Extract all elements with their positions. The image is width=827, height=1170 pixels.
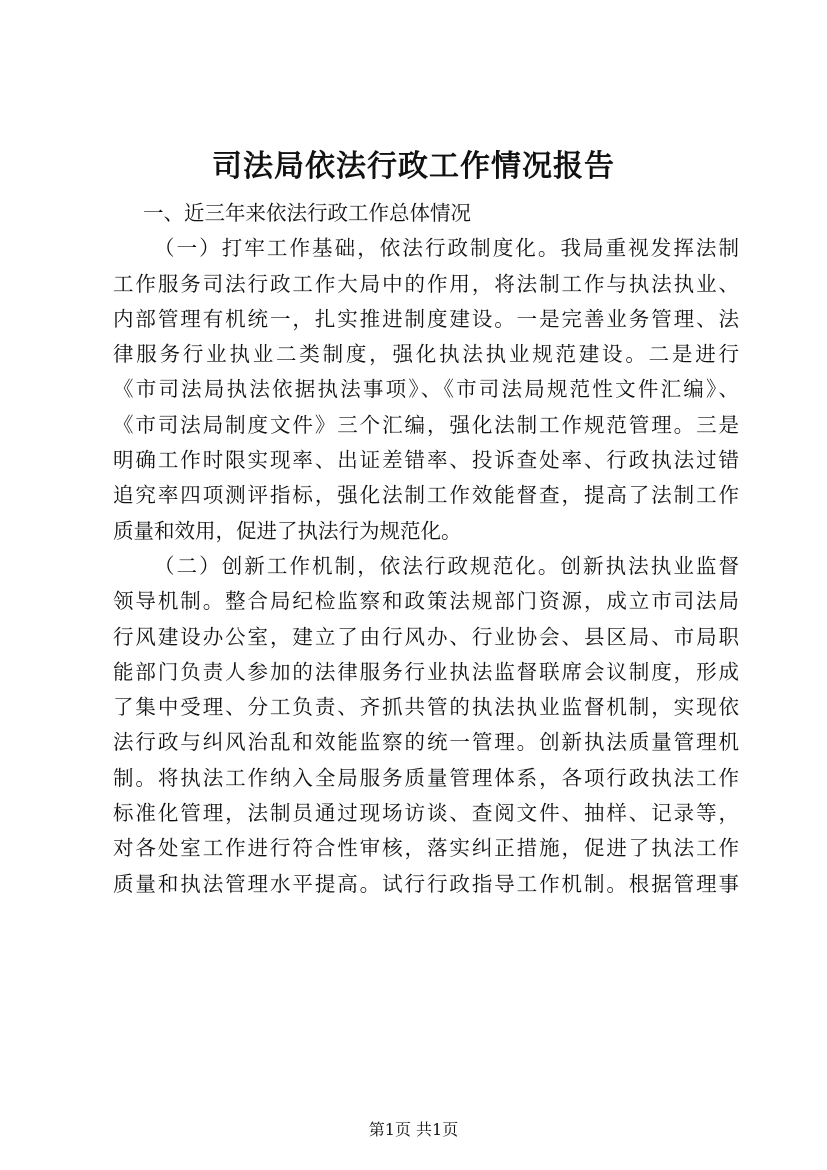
paragraph-line: 《市司法局制度文件》三个汇编，强化法制工作规范管理。三是 (113, 412, 739, 437)
document-body (113, 196, 739, 902)
document-title: 司法局依法行政工作情况报告 (212, 149, 615, 184)
paragraph-line: 了集中受理、分工负责、齐抓共管的执法执业监督机制，实现依 (113, 695, 739, 720)
paragraph-line: （二）创新工作机制，依法行政规范化。创新执法执业监督 (154, 553, 739, 578)
paragraph-line: 质量和执法管理水平提高。试行行政指导工作机制。根据管理事 (113, 871, 739, 896)
paragraph-line: 明确工作时限实现率、出证差错率、投诉查处率、行政执法过错 (113, 448, 739, 473)
paragraph-line: 工作服务司法行政工作大局中的作用，将法制工作与执法执业、 (113, 271, 739, 296)
paragraph-line: 行风建设办公室，建立了由行风办、行业协会、县区局、市局职 (113, 624, 739, 649)
paragraph-line: 质量和效用，促进了执法行为规范化。 (113, 518, 462, 543)
paragraph-line: 法行政与纠风治乱和效能监察的统一管理。创新执法质量管理机 (113, 730, 739, 755)
paragraph-line: 追究率四项测评指标，强化法制工作效能督查，提高了法制工作 (113, 483, 739, 508)
paragraph-line: 内部管理有机统一，扎实推进制度建设。一是完善业务管理、法 (113, 306, 739, 331)
section-heading: 一、近三年来依法行政工作总体情况 (143, 201, 471, 225)
paragraph-line: 律服务行业执业二类制度，强化执法执业规范建设。二是进行 (113, 342, 739, 367)
paragraph-line: （一）打牢工作基础，依法行政制度化。我局重视发挥法制 (154, 236, 739, 261)
paragraph-line: 标准化管理，法制员通过现场访谈、查阅文件、抽样、记录等， (113, 801, 739, 826)
paragraph-line: 制。将执法工作纳入全局服务质量管理体系，各项行政执法工作 (113, 765, 739, 790)
page-footer: 第1页 共1页 (368, 1120, 459, 1139)
paragraph-line: 《市司法局执法依据执法事项》、《市司法局规范性文件汇编》、 (113, 377, 739, 402)
paragraph-line: 能部门负责人参加的法律服务行业执法监督联席会议制度，形成 (113, 659, 739, 684)
paragraph-line: 对各处室工作进行符合性审核，落实纠正措施，促进了执法工作 (113, 836, 739, 861)
paragraph-line: 领导机制。整合局纪检监察和政策法规部门资源，成立市司法局 (113, 589, 739, 614)
